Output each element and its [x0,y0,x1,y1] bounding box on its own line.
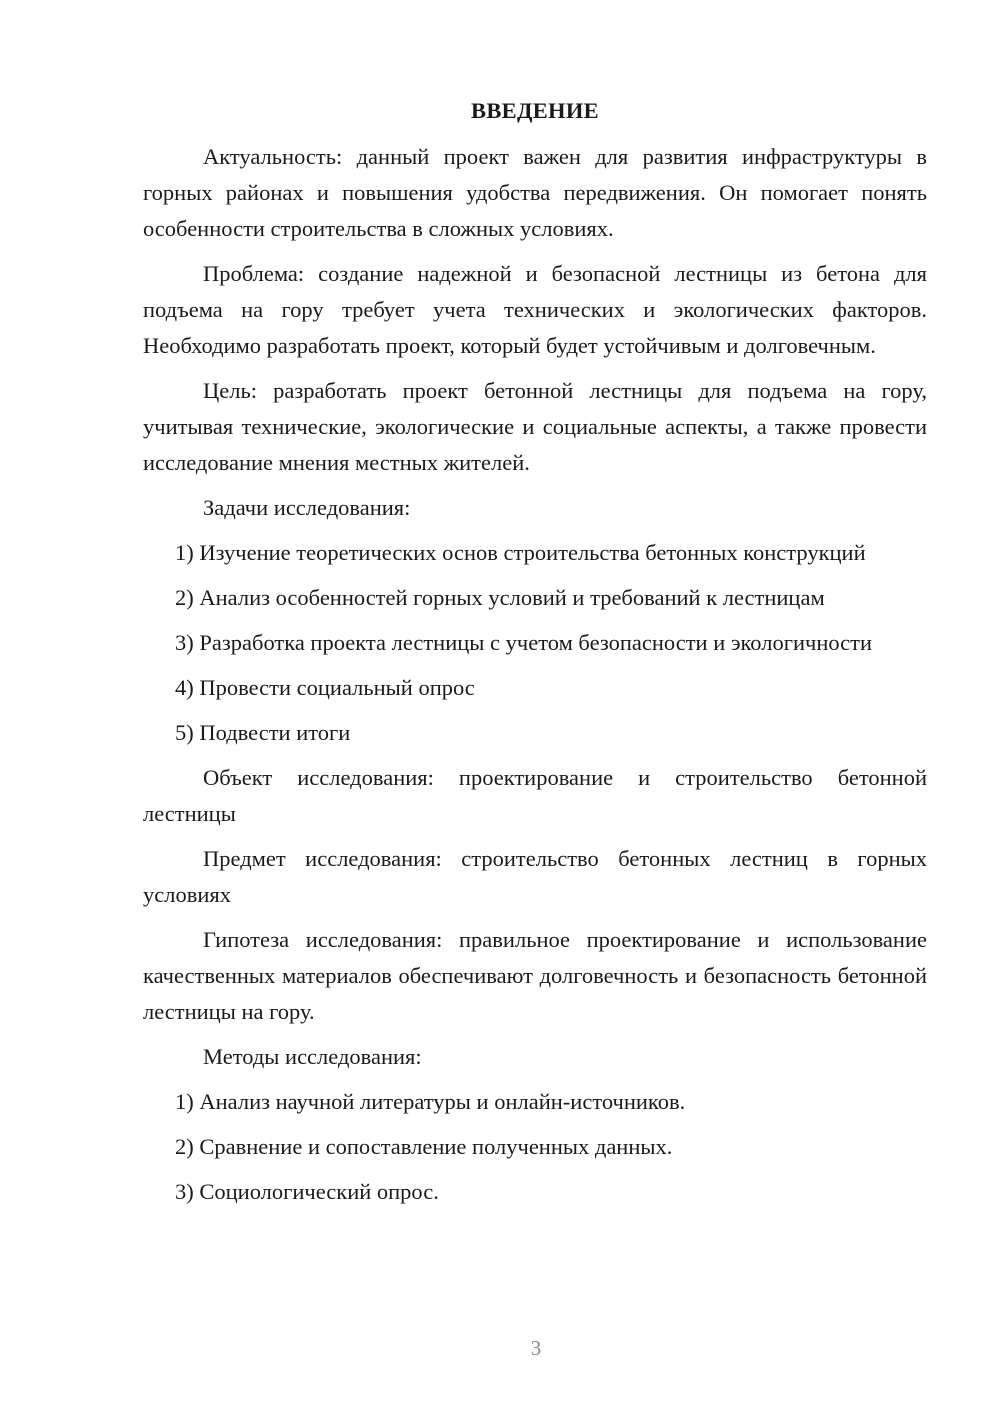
page-title: ВВЕДЕНИЕ [471,98,599,123]
list-item: 1) Изучение теоретических основ строительства бетонных конструкций [175,540,866,565]
list-item: 5) Подвести итоги [175,720,351,745]
list-item: 3) Социологический опрос. [175,1179,439,1204]
list-item: 1) Анализ научной литературы и онлайн-источников. [175,1089,686,1114]
paragraph-object: Объект исследования: проектирование и строительство бетонной лестницы [143,765,927,826]
page-number: 3 [530,1336,542,1360]
list-item: 2) Сравнение и сопоставление полученных данных. [175,1134,673,1159]
paragraph-problem: Проблема: создание надежной и безопасной лестницы из бетона для подъема на гору требует учета технических и экологических факторов. Необходимо разработать проект, который будет устойчивым и долговечным. [143,261,927,358]
list-item: 3) Разработка проекта лестницы с учетом безопасности и экологичности [175,630,873,655]
list-item: 4) Провести социальный опрос [175,675,475,700]
paragraph-methods-heading: Методы исследования: [203,1044,422,1069]
paragraph-goal: Цель: разработать проект бетонной лестницы для подъема на гору, учитывая технические, экологические и социальные аспекты, а также провести исследование мнения местных жителей. [143,378,927,475]
paragraph-subject: Предмет исследования: строительство бетонных лестниц в горных условиях [143,846,927,907]
paragraph-hypothesis: Гипотеза исследования: правильное проектирование и использование качественных материалов обеспечивают долговечность и безопасность бетонной лестницы на гору. [143,927,927,1024]
paragraph-tasks-heading: Задачи исследования: [203,495,411,520]
list-item: 2) Анализ особенностей горных условий и требований к лестницам [175,585,825,610]
page-content [143,95,927,1219]
paragraph-relevance: Актуальность: данный проект важен для развития инфраструктуры в горных районах и повышения удобства передвижения. Он помогает понять особенности строительства в сложных условиях. [143,144,927,241]
